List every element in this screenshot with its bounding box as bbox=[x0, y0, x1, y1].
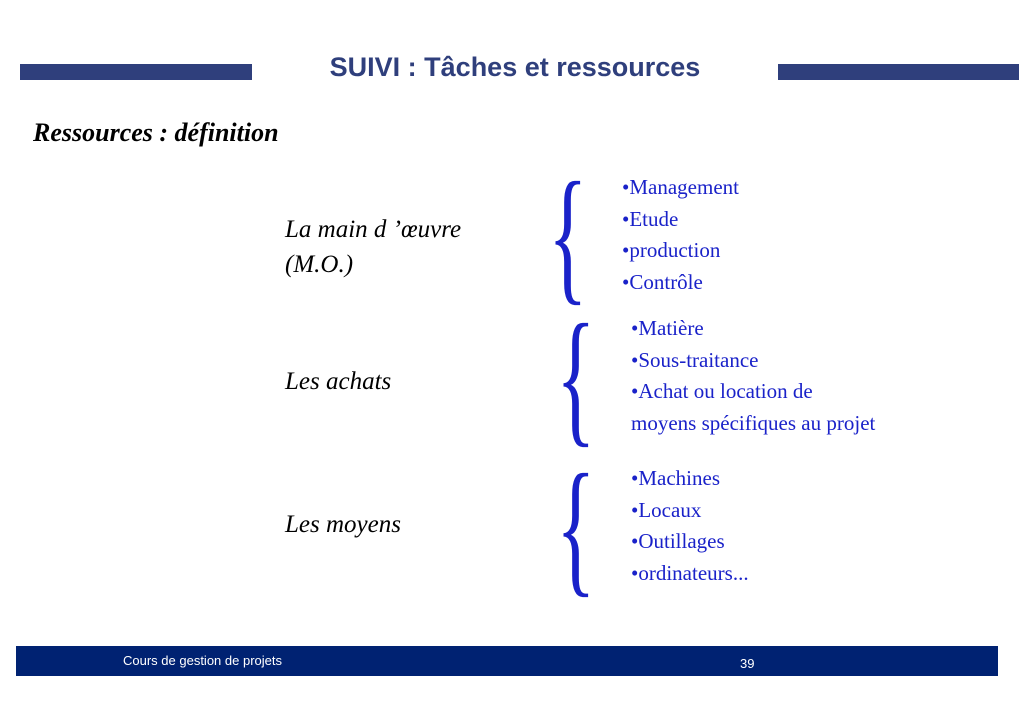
header-bar-left bbox=[20, 64, 252, 80]
brace-icon: { bbox=[548, 152, 588, 318]
list-item: •ordinateurs... bbox=[631, 560, 749, 585]
group-label-moyens bbox=[285, 507, 401, 542]
section-title: Ressources : définition bbox=[33, 118, 279, 147]
list-item: •Outillages bbox=[631, 529, 725, 553]
slide-title: SUIVI : Tâches et ressources bbox=[329, 52, 701, 82]
list-item: •Management bbox=[622, 175, 739, 199]
header-bar-right bbox=[778, 64, 1019, 80]
brace-icon: { bbox=[556, 444, 596, 610]
list-item: •Sous-traitance bbox=[631, 347, 759, 372]
group-label-line: Les achats bbox=[285, 368, 392, 395]
brace-icon: { bbox=[556, 294, 596, 460]
list-item: •production bbox=[622, 238, 721, 262]
list-item: •Etude bbox=[622, 206, 679, 231]
list-item: moyens spécifiques au projet bbox=[631, 410, 876, 435]
list-item: •Contrôle bbox=[622, 269, 703, 294]
group-label-line: (M.O.) bbox=[285, 251, 354, 278]
group-label-achats bbox=[285, 364, 391, 399]
footer-text: Cours de gestion de projets bbox=[123, 653, 282, 668]
list-item: •Machines bbox=[631, 466, 720, 490]
list-item: •Locaux bbox=[631, 497, 702, 522]
item-list-moyens bbox=[631, 463, 749, 589]
group-label-line: La main d ’œuvre bbox=[285, 216, 462, 243]
page-number: 39 bbox=[740, 656, 755, 671]
list-item: •Matière bbox=[631, 316, 704, 340]
list-item: •Achat ou location de bbox=[631, 379, 813, 403]
group-label-line: Les moyens bbox=[285, 511, 401, 538]
item-list-main-oeuvre bbox=[622, 172, 739, 298]
item-list-achats bbox=[631, 313, 875, 439]
group-label-main-oeuvre bbox=[285, 212, 461, 282]
